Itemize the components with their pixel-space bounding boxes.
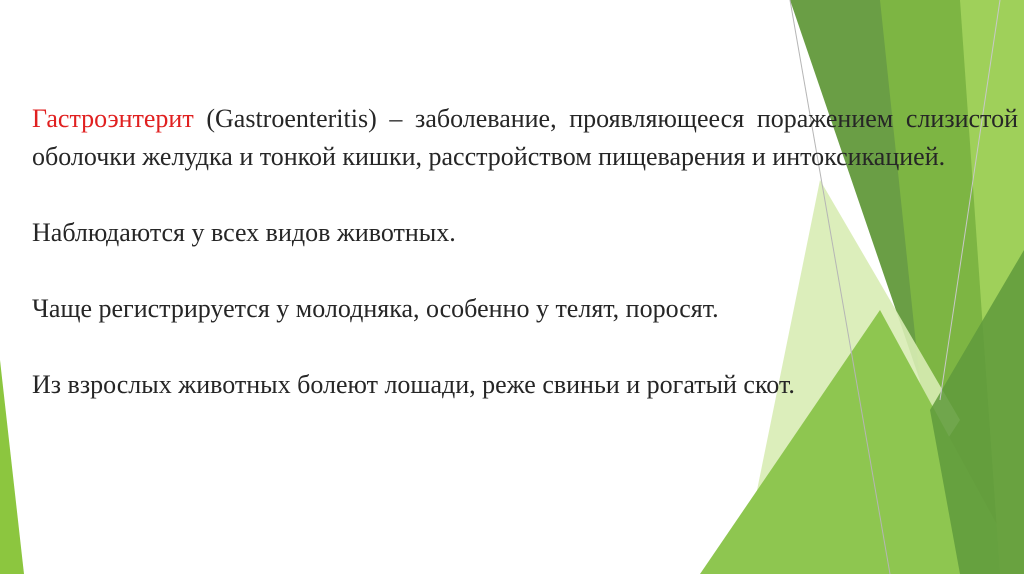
term-gastroenteritis: Гастроэнтерит	[32, 104, 194, 133]
left-green-strip	[0, 360, 24, 574]
slide-content	[32, 100, 1018, 442]
definition-text: (Gastroenteritis) – заболевание, проявляющееся поражением слизистой оболочки желудка и тонкой кишки, расстройством пищеварения и интоксикацией.	[32, 104, 1018, 171]
paragraph-definition	[32, 100, 1018, 176]
paragraph-occurrence: Наблюдаются у всех видов животных.	[32, 218, 456, 247]
paragraph-adult-animals: Из взрослых животных болеют лошади, реже свиньи и рогатый скот.	[32, 370, 795, 399]
paragraph-young-animals: Чаще регистрируется у молодняка, особенно у телят, поросят.	[32, 294, 719, 323]
